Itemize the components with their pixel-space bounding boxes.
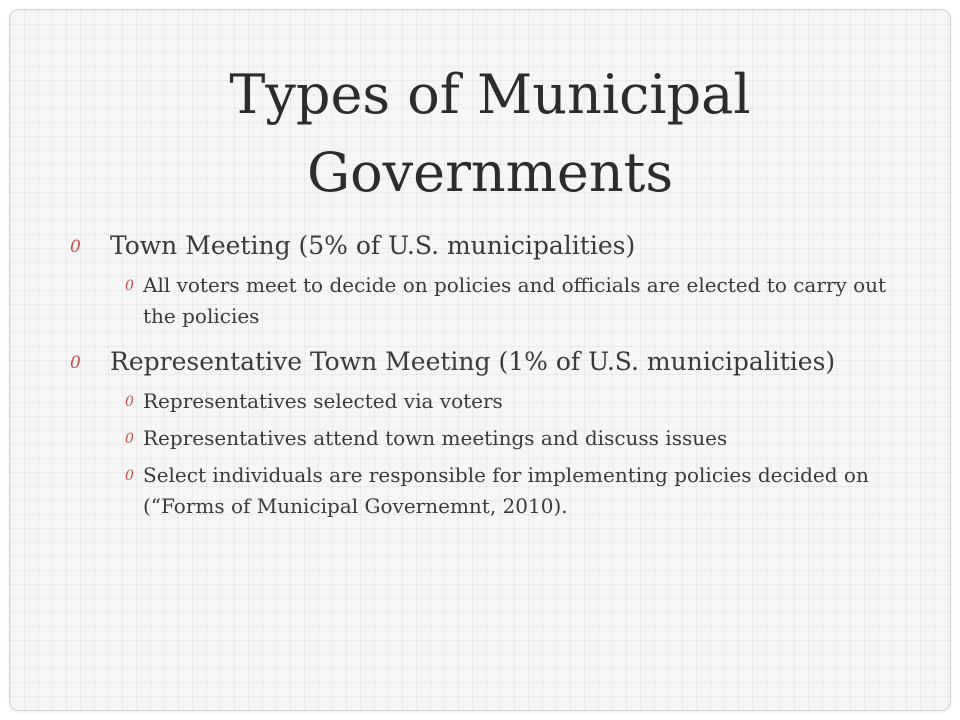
bullet-text: Representative Town Meeting (1% of U.S. municipalities) xyxy=(110,347,836,376)
sub-bullet-all-voters xyxy=(70,270,910,332)
bullet-text: Representatives attend town meetings and discuss issues xyxy=(143,426,728,450)
bullet-marker: 0 xyxy=(125,468,134,484)
sub-bullet-representatives-attend xyxy=(70,423,910,454)
sub-bullet-representatives-selected xyxy=(70,386,910,417)
slide-title: Types of Municipal Governments xyxy=(229,63,751,204)
bullet-text: Select individuals are responsible for implementing policies decided on (“Forms of Municipal Governemnt, 2010). xyxy=(143,463,869,518)
bullet-marker: 0 xyxy=(125,278,134,294)
bullet-text: Representatives selected via voters xyxy=(143,389,503,413)
bullet-marker: 0 xyxy=(70,237,81,257)
bullet-list xyxy=(70,230,910,532)
sub-bullet-select-individuals xyxy=(70,460,910,522)
bullet-item-representative-town-meeting xyxy=(70,346,910,378)
slide-canvas xyxy=(9,9,951,711)
bullet-text: Town Meeting (5% of U.S. municipalities) xyxy=(110,231,636,260)
bullet-marker: 0 xyxy=(70,353,81,373)
bullet-marker: 0 xyxy=(125,431,134,447)
bullet-text: All voters meet to decide on policies and officials are elected to carry out the policies xyxy=(143,273,887,328)
bullet-item-town-meeting xyxy=(70,230,910,262)
bullet-marker: 0 xyxy=(125,394,134,410)
